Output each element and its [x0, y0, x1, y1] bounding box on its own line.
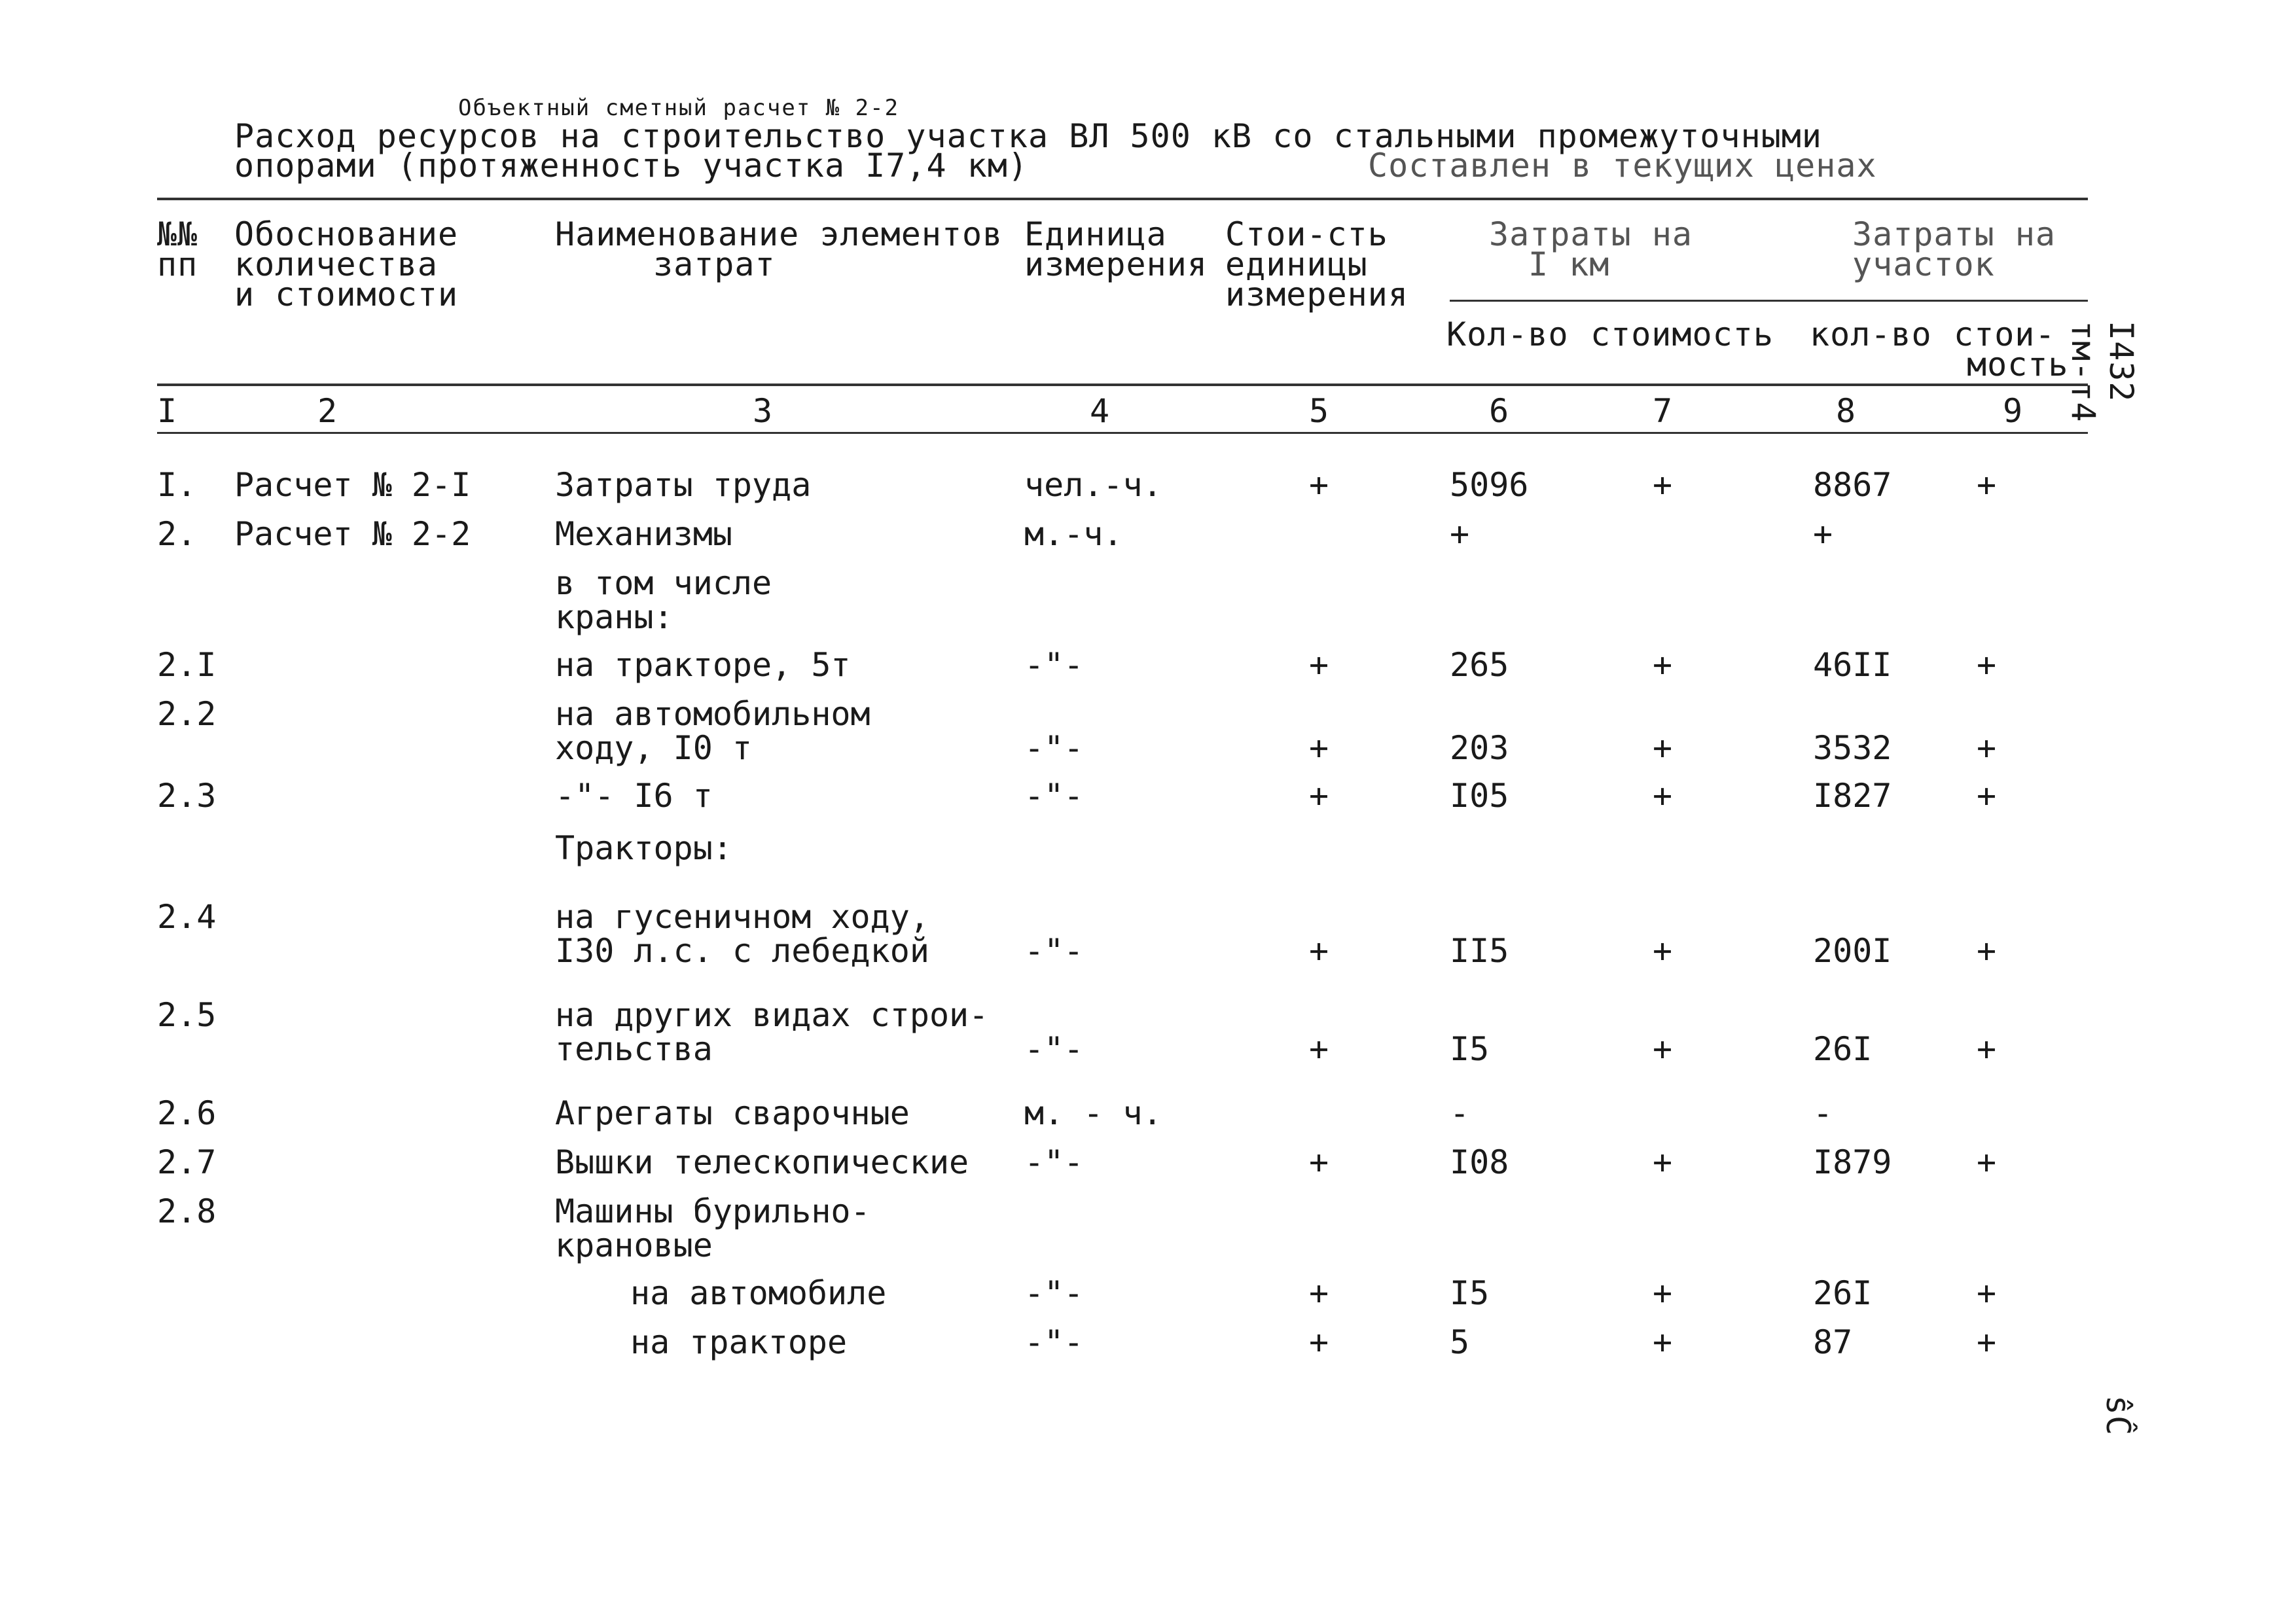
row-name: на тракторе — [630, 1323, 848, 1361]
row-number: 2.7 — [157, 1143, 217, 1181]
row-cost-per-km: + — [1653, 1323, 1673, 1361]
row-unit-price: + — [1309, 466, 1329, 504]
row-unit-price: + — [1309, 1030, 1329, 1068]
header-bottom-rule — [157, 383, 2088, 386]
row-cost-section: + — [1977, 1323, 1997, 1361]
col9-header: стои- мость — [1954, 315, 2069, 383]
row-unit-price: + — [1309, 1143, 1329, 1181]
row-name: на гусеничном ходу, — [555, 898, 929, 936]
row-unit: -"- — [1024, 1030, 1084, 1068]
row-cost-section: + — [1977, 1030, 1997, 1068]
row-number: 2.5 — [157, 996, 217, 1034]
row-unit: -"- — [1024, 729, 1084, 767]
row-unit-price: + — [1309, 932, 1329, 970]
row-qty-section: 8867 — [1813, 466, 1892, 504]
col1-header: №№ пп — [157, 215, 198, 283]
row-cost-section: + — [1977, 729, 1997, 767]
row-name: тельства — [555, 1030, 713, 1068]
column-number: 6 — [1489, 392, 1509, 430]
row-unit: м.-ч. — [1024, 515, 1123, 553]
row-unit: -"- — [1024, 1274, 1084, 1312]
col5-header: Стои-сть единицы измерения — [1225, 215, 1408, 313]
row-number: I. — [157, 466, 197, 504]
group-per-section-header: Затраты на участок — [1852, 215, 2056, 283]
row-cost-section: + — [1977, 1274, 1997, 1312]
column-number: 4 — [1090, 392, 1110, 430]
row-qty-per-km: - — [1450, 1094, 1470, 1132]
col7-header: стоимость — [1590, 315, 1774, 353]
row-qty-section: 26I — [1813, 1274, 1873, 1312]
page-mark: ŝĈ — [2099, 1395, 2138, 1436]
row-number: 2.6 — [157, 1094, 217, 1132]
col8-header: кол-во — [1810, 315, 1932, 353]
row-name: Агрегаты сварочные — [555, 1094, 910, 1132]
column-number: 2 — [317, 392, 338, 430]
column-number: 5 — [1309, 392, 1329, 430]
row-unit-price: + — [1309, 729, 1329, 767]
row-cost-section: + — [1977, 777, 1997, 815]
row-number: 2.3 — [157, 777, 217, 815]
row-name: I30 л.с. с лебедкой — [555, 932, 929, 970]
col2-header: Обоснование количества и стоимости — [234, 215, 459, 313]
col6-header: Кол-во — [1446, 315, 1569, 353]
document-title-line2: опорами (протяженность участка I7,4 км) — [234, 147, 1028, 185]
row-qty-per-km: I05 — [1450, 777, 1509, 815]
row-qty-per-km: 5 — [1450, 1323, 1470, 1361]
row-unit: м. - ч. — [1024, 1094, 1162, 1132]
row-unit: -"- — [1024, 932, 1084, 970]
row-qty-section: 87 — [1813, 1323, 1853, 1361]
row-cost-per-km: + — [1653, 646, 1673, 684]
row-number: 2.8 — [157, 1192, 217, 1230]
row-name: Затраты труда — [555, 466, 812, 504]
row-name: Тракторы: — [555, 829, 732, 867]
row-unit: -"- — [1024, 1323, 1084, 1361]
row-name: на других видах строи- — [555, 996, 989, 1034]
row-qty-section: 3532 — [1813, 729, 1892, 767]
row-qty-per-km: I08 — [1450, 1143, 1509, 1181]
row-qty-per-km: + — [1450, 515, 1470, 553]
row-cost-per-km: + — [1653, 932, 1673, 970]
row-name: Машины бурильно- — [555, 1192, 870, 1230]
row-qty-section: 46II — [1813, 646, 1892, 684]
row-qty-per-km: 203 — [1450, 729, 1509, 767]
group-per-km-header: Затраты на I км — [1489, 215, 1693, 283]
row-cost-per-km: + — [1653, 729, 1673, 767]
row-qty-section: + — [1813, 515, 1833, 553]
row-name: Вышки телескопические — [555, 1143, 969, 1181]
row-cost-per-km: + — [1653, 1030, 1673, 1068]
row-qty-per-km: I5 — [1450, 1030, 1490, 1068]
row-qty-section: I827 — [1813, 777, 1892, 815]
row-number: 2. — [157, 515, 197, 553]
row-unit-price: + — [1309, 646, 1329, 684]
row-name: на тракторе, 5т — [555, 646, 851, 684]
row-qty-section: 26I — [1813, 1030, 1873, 1068]
column-number: 9 — [2003, 392, 2023, 430]
row-cost-section: + — [1977, 1143, 1997, 1181]
row-qty-section: I879 — [1813, 1143, 1892, 1181]
row-qty-per-km: II5 — [1450, 932, 1509, 970]
numbers-bottom-rule — [157, 432, 2088, 434]
side-code: I432 тм-т4 — [2064, 321, 2140, 423]
row-name: на автомобильном — [555, 695, 870, 733]
row-qty-per-km: I5 — [1450, 1274, 1490, 1312]
row-unit-price: + — [1309, 1274, 1329, 1312]
row-cost-per-km: + — [1653, 1143, 1673, 1181]
column-number: 3 — [753, 392, 773, 430]
row-qty-per-km: 265 — [1450, 646, 1509, 684]
row-basis: Расчет № 2-2 — [234, 515, 471, 553]
row-cost-section: + — [1977, 932, 1997, 970]
column-number: 7 — [1653, 392, 1673, 430]
row-number: 2.2 — [157, 695, 217, 733]
row-unit: -"- — [1024, 646, 1084, 684]
row-name: ходу, I0 т — [555, 729, 753, 767]
row-qty-per-km: 5096 — [1450, 466, 1529, 504]
row-cost-section: + — [1977, 466, 1997, 504]
column-number: 8 — [1836, 392, 1856, 430]
row-name: краны: — [555, 598, 673, 636]
row-cost-section: + — [1977, 646, 1997, 684]
row-name: Механизмы — [555, 515, 732, 553]
row-number: 2.4 — [157, 898, 217, 936]
row-unit-price: + — [1309, 777, 1329, 815]
row-name: в том числе — [555, 564, 772, 602]
col4-header: Единица измерения — [1024, 215, 1208, 283]
row-qty-section: 200I — [1813, 932, 1892, 970]
col3-header: Наименование элементов затрат — [555, 215, 1003, 283]
row-unit: -"- — [1024, 1143, 1084, 1181]
table-top-rule — [157, 198, 2088, 200]
row-unit: -"- — [1024, 777, 1084, 815]
row-cost-per-km: + — [1653, 1274, 1673, 1312]
estimate-subtitle: Объектный сметный расчет № 2-2 — [458, 95, 900, 121]
row-unit-price: + — [1309, 1323, 1329, 1361]
row-cost-per-km: + — [1653, 777, 1673, 815]
row-name: -"- I6 т — [555, 777, 713, 815]
document-title-line1: Расход ресурсов на строительство участка ВЛ 500 кВ со стальными промежуточными — [234, 117, 1822, 155]
row-name: на автомобиле — [630, 1274, 887, 1312]
row-qty-section: - — [1813, 1094, 1833, 1132]
group-rule — [1450, 300, 2088, 302]
row-cost-per-km: + — [1653, 466, 1673, 504]
row-unit: чел.-ч. — [1024, 466, 1162, 504]
row-name: крановые — [555, 1226, 713, 1264]
row-number: 2.I — [157, 646, 217, 684]
column-number: I — [157, 392, 177, 430]
price-note: Составлен в текущих ценах — [1368, 147, 1877, 185]
row-basis: Расчет № 2-I — [234, 466, 471, 504]
